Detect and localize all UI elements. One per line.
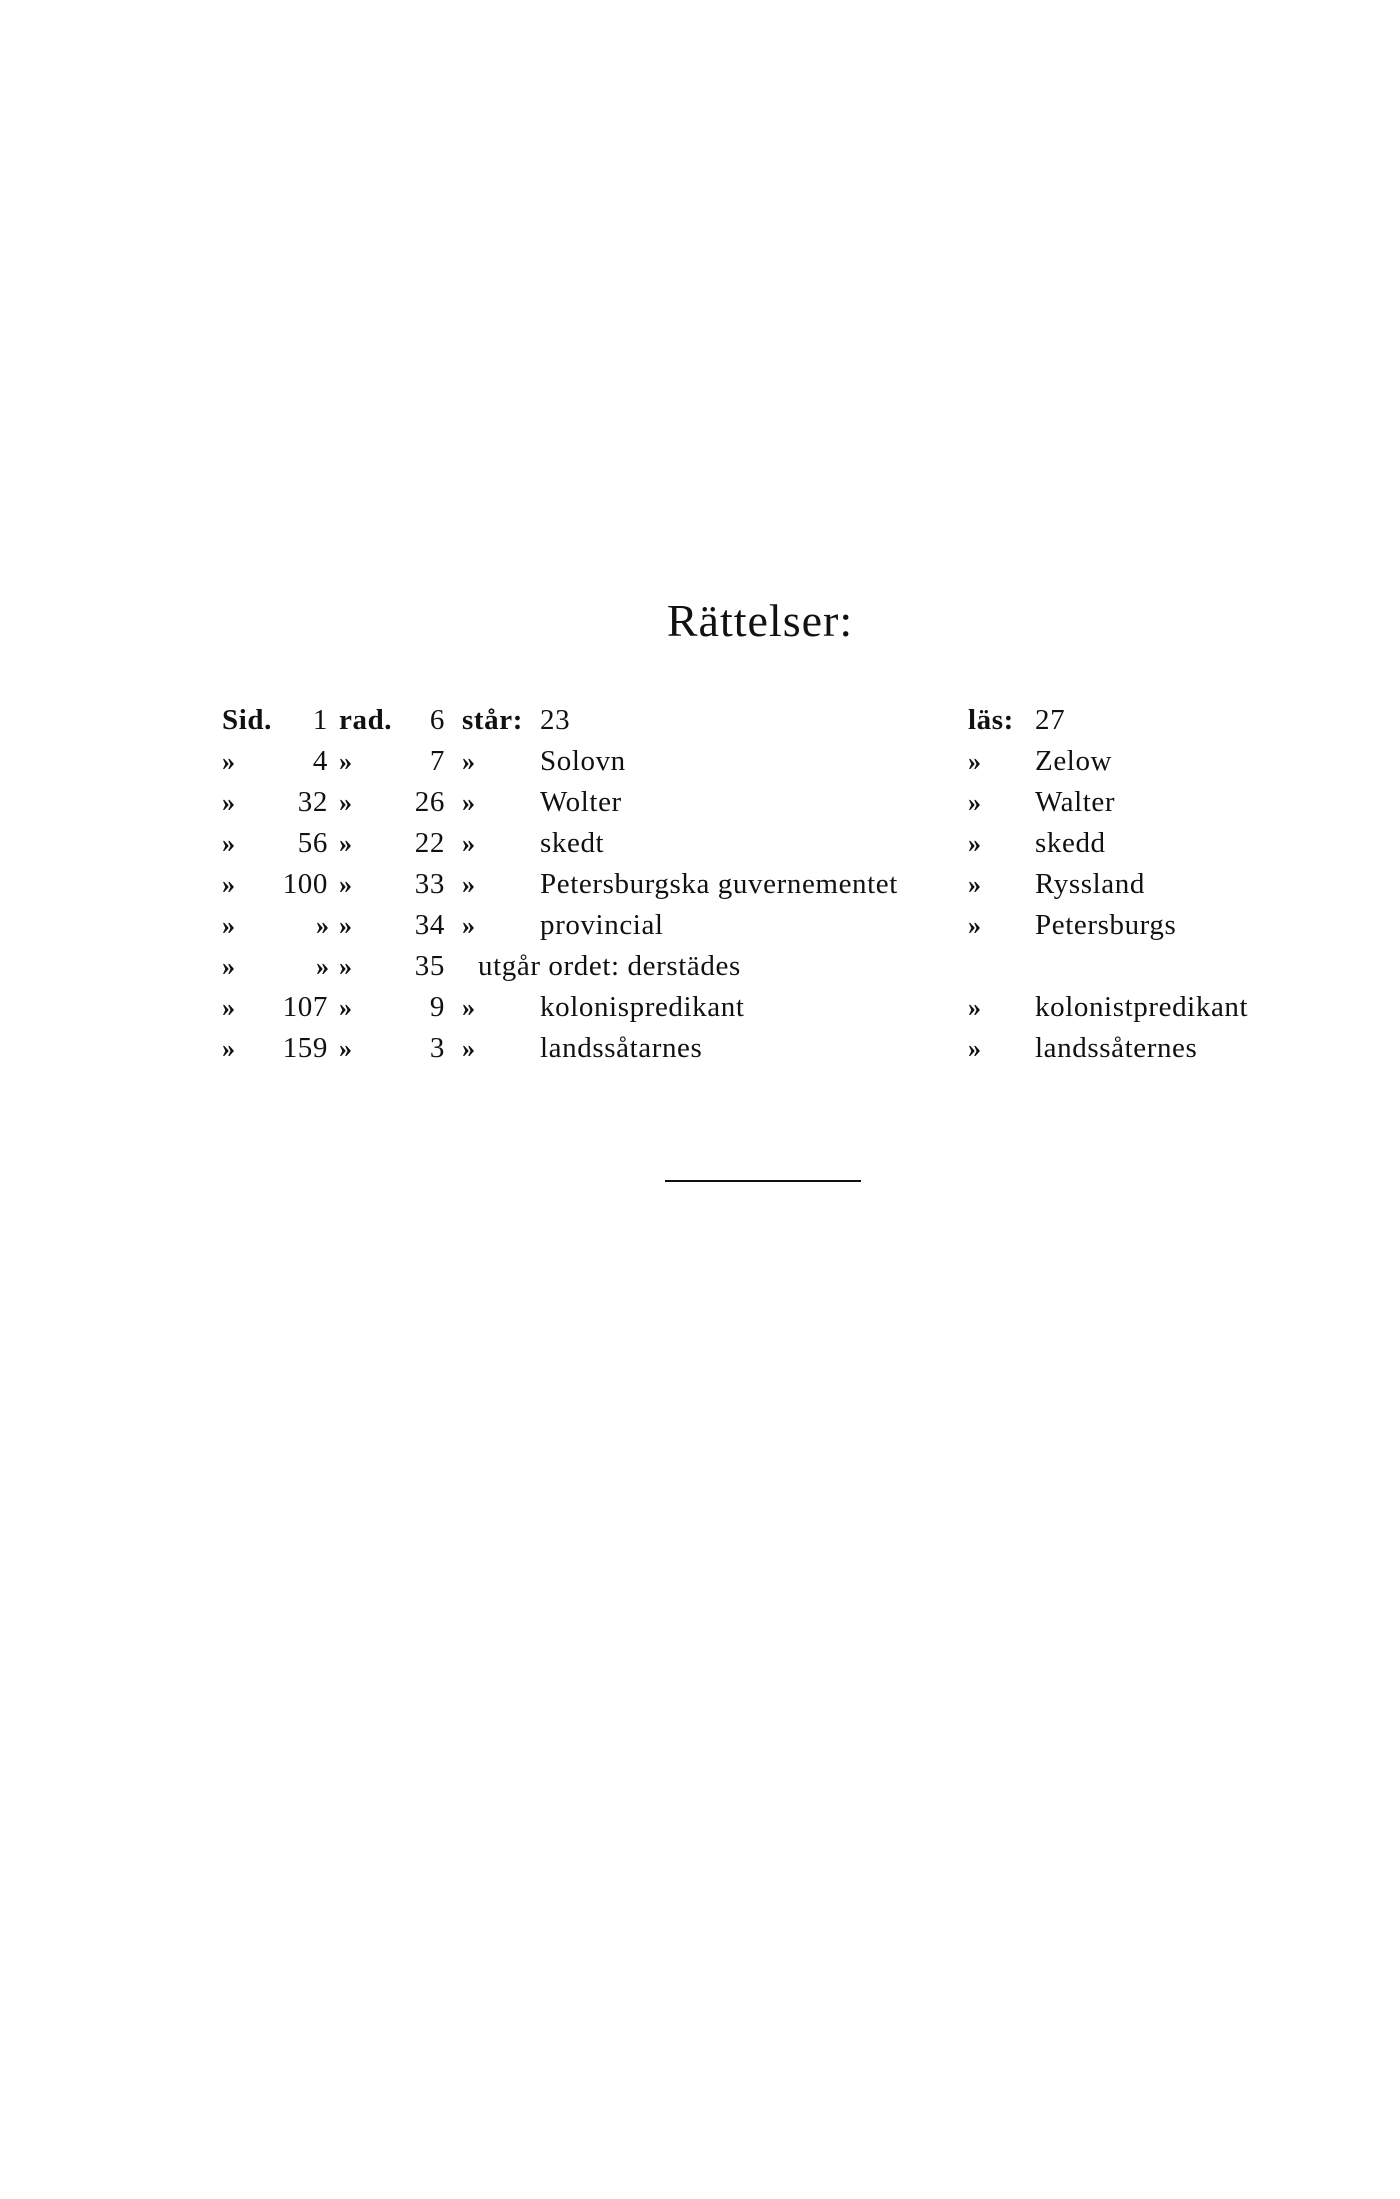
page-number: 159 [282, 1032, 328, 1064]
ditto-mark: » [462, 747, 474, 776]
ditto-mark: » [222, 788, 234, 817]
wrong-text: skedt [540, 827, 605, 859]
errata-row [0, 987, 1400, 1028]
line-number: 9 [429, 991, 445, 1023]
ditto-mark: » [968, 911, 980, 940]
ditto-mark: » [968, 993, 980, 1022]
ditto-mark: » [462, 870, 474, 899]
wrong-text: kolonispredikant [540, 991, 745, 1023]
ditto-mark: » [968, 870, 980, 899]
page-number: 100 [282, 868, 328, 900]
line-number: 35 [414, 950, 445, 982]
ditto-mark: » [339, 911, 351, 940]
correct-text: Ryssland [1035, 868, 1145, 900]
errata-row [0, 700, 1400, 741]
ditto-mark: » [222, 829, 234, 858]
wrong-text: provincial [540, 909, 664, 941]
ditto-mark: » [339, 788, 351, 817]
sid-label: Sid. [222, 704, 272, 736]
page-title: Rättelser: [666, 595, 854, 646]
errata-row [0, 864, 1400, 905]
wrong-text: 23 [540, 704, 571, 736]
separator-rule [665, 1180, 861, 1182]
page-number: 107 [282, 991, 328, 1023]
ditto-mark: » [462, 911, 474, 940]
ditto-mark: » [339, 993, 351, 1022]
ditto-mark: » [222, 1034, 234, 1063]
ditto-mark: » [968, 788, 980, 817]
ditto-mark: » [339, 747, 351, 776]
ditto-mark: » [222, 993, 234, 1022]
correct-text: skedd [1035, 827, 1106, 859]
ditto-mark: » [339, 829, 351, 858]
line-number: 7 [429, 745, 445, 777]
ditto-mark: » [462, 829, 474, 858]
correct-text: kolonistpredikant [1035, 991, 1249, 1023]
ditto-mark: » [462, 993, 474, 1022]
rad-label: rad. [339, 704, 393, 736]
line-number: 6 [429, 704, 445, 736]
errata-row [0, 1028, 1400, 1069]
correct-text: landssåternes [1035, 1032, 1198, 1064]
errata-row [0, 782, 1400, 823]
wrong-text: landssåtarnes [540, 1032, 703, 1064]
ditto-mark: » [222, 870, 234, 899]
ditto-mark: » [339, 952, 351, 981]
page-number: » [316, 952, 328, 981]
ditto-mark: » [968, 829, 980, 858]
ditto-mark: » [339, 1034, 351, 1063]
line-number: 34 [414, 909, 445, 941]
line-number: 3 [429, 1032, 445, 1064]
ditto-mark: » [222, 747, 234, 776]
wrong-text: Petersburgska guvernementet [540, 868, 898, 900]
wrong-text: utgår ordet: derstädes [478, 950, 741, 982]
ditto-mark: » [968, 747, 980, 776]
ditto-mark: » [462, 1034, 474, 1063]
errata-row [0, 905, 1400, 946]
ditto-mark: » [339, 870, 351, 899]
ditto-mark: » [462, 788, 474, 817]
correct-text: Walter [1035, 786, 1116, 818]
correct-text: Zelow [1035, 745, 1113, 777]
page-number: » [316, 911, 328, 940]
ditto-mark: » [222, 952, 234, 981]
page-number: 32 [297, 786, 328, 818]
errata-row [0, 823, 1400, 864]
errata-row [0, 741, 1400, 782]
wrong-text: Solovn [540, 745, 626, 777]
star-label: står: [462, 704, 523, 736]
page-number: 1 [312, 704, 328, 736]
wrong-text: Wolter [540, 786, 622, 818]
errata-row [0, 946, 1400, 987]
line-number: 26 [414, 786, 445, 818]
correct-text: Petersburgs [1035, 909, 1177, 941]
ditto-mark: » [222, 911, 234, 940]
page-number: 4 [312, 745, 328, 777]
page-number: 56 [297, 827, 328, 859]
line-number: 22 [414, 827, 445, 859]
ditto-mark: » [968, 1034, 980, 1063]
correct-text: 27 [1035, 704, 1066, 736]
las-label: läs: [968, 704, 1014, 736]
line-number: 33 [414, 868, 445, 900]
